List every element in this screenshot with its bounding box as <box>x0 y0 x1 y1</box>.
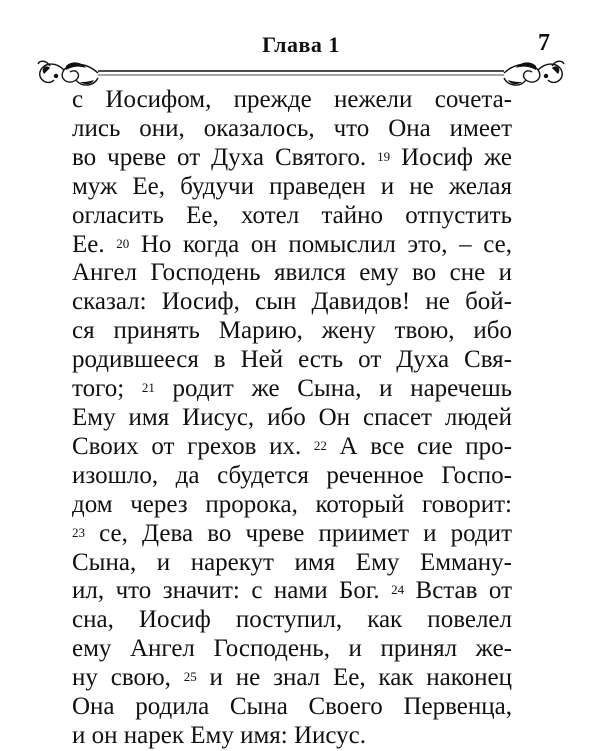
text-line <box>72 231 512 260</box>
text-segment: во чреве от Духа Святого. <box>72 143 378 171</box>
text-segment: Она родила Сына Своего Первенца, <box>72 693 512 721</box>
text-segment: Ему имя Иисус, ибо Он спасет людей <box>72 403 512 431</box>
text-segment: родит же Сына, и наречешь <box>154 375 512 403</box>
chapter-body-text <box>72 86 512 751</box>
verse-number: 22 <box>313 437 327 453</box>
text-segment: Своих от грехов их. <box>72 432 314 460</box>
text-segment: с Иосифом, прежде нежели сочета- <box>72 86 512 113</box>
text-line <box>72 549 512 578</box>
text-line <box>72 491 512 520</box>
text-segment: и не знал Ее, как наконец <box>196 664 512 692</box>
text-line <box>72 635 512 664</box>
verse-number: 20 <box>116 235 130 251</box>
text-line <box>72 317 512 346</box>
text-line <box>72 346 512 375</box>
text-segment: Ангел Господень явился ему во сне и <box>72 259 512 287</box>
text-segment: лись они, оказалось, что Она имеет <box>72 114 512 142</box>
text-segment: того; <box>72 375 142 403</box>
page-header <box>36 26 566 86</box>
verse-number: 19 <box>377 148 391 164</box>
verse-number: 24 <box>391 582 405 598</box>
text-segment: изошло, да сбудется реченное Госпо- <box>72 461 512 489</box>
text-line <box>72 520 512 549</box>
verse-number: 21 <box>141 380 155 396</box>
text-segment: се, Дева во чреве приимет и родит <box>85 519 512 547</box>
text-line <box>72 202 512 231</box>
text-line <box>72 722 512 751</box>
text-segment: ну свою, <box>72 664 184 692</box>
verse-number: 25 <box>183 669 197 685</box>
chapter-title: Глава 1 <box>262 32 340 57</box>
text-segment: ему Ангел Господень, и принял же- <box>72 635 512 663</box>
text-line <box>72 404 512 433</box>
text-segment: муж Ее, будучи праведен и не желая <box>72 172 512 200</box>
text-segment: сказал: Иосиф, сын Давидов! не бой- <box>72 288 512 316</box>
text-segment: родившееся в Ней есть от Духа Свя- <box>72 346 512 374</box>
text-segment: Сына, и нарекут имя Ему Емману- <box>72 548 512 576</box>
text-segment: дом через пророка, который говорит: <box>72 490 512 518</box>
text-segment: Ее. <box>72 230 117 258</box>
text-segment: сна, Иосиф поступил, как повелел <box>72 606 512 634</box>
text-line <box>72 259 512 288</box>
text-line <box>72 144 512 173</box>
text-line <box>72 115 512 144</box>
verse-number: 23 <box>72 524 85 540</box>
text-line <box>72 577 512 606</box>
text-line <box>72 693 512 722</box>
text-segment: Иосиф же <box>390 143 512 171</box>
text-line <box>72 462 512 491</box>
text-segment: огласить Ее, хотел тайно отпустить <box>72 201 512 229</box>
text-line <box>72 288 512 317</box>
text-line <box>72 375 512 404</box>
text-segment: А все сие про- <box>326 432 512 460</box>
text-line <box>72 86 512 115</box>
text-line <box>72 606 512 635</box>
text-line <box>72 173 512 202</box>
text-segment: Но когда он помыслил это, – се, <box>129 230 513 258</box>
text-segment: ся принять Марию, жену твою, ибо <box>72 317 512 345</box>
text-segment: ил, что значит: с нами Бог. <box>72 577 392 605</box>
text-segment: и он нарек Ему имя: Иисус. <box>72 721 367 749</box>
page-number: 7 <box>538 30 550 56</box>
floral-ornament-icon <box>36 56 566 90</box>
text-line <box>72 664 512 693</box>
text-line <box>72 433 512 462</box>
text-segment: Встав от <box>404 577 512 605</box>
